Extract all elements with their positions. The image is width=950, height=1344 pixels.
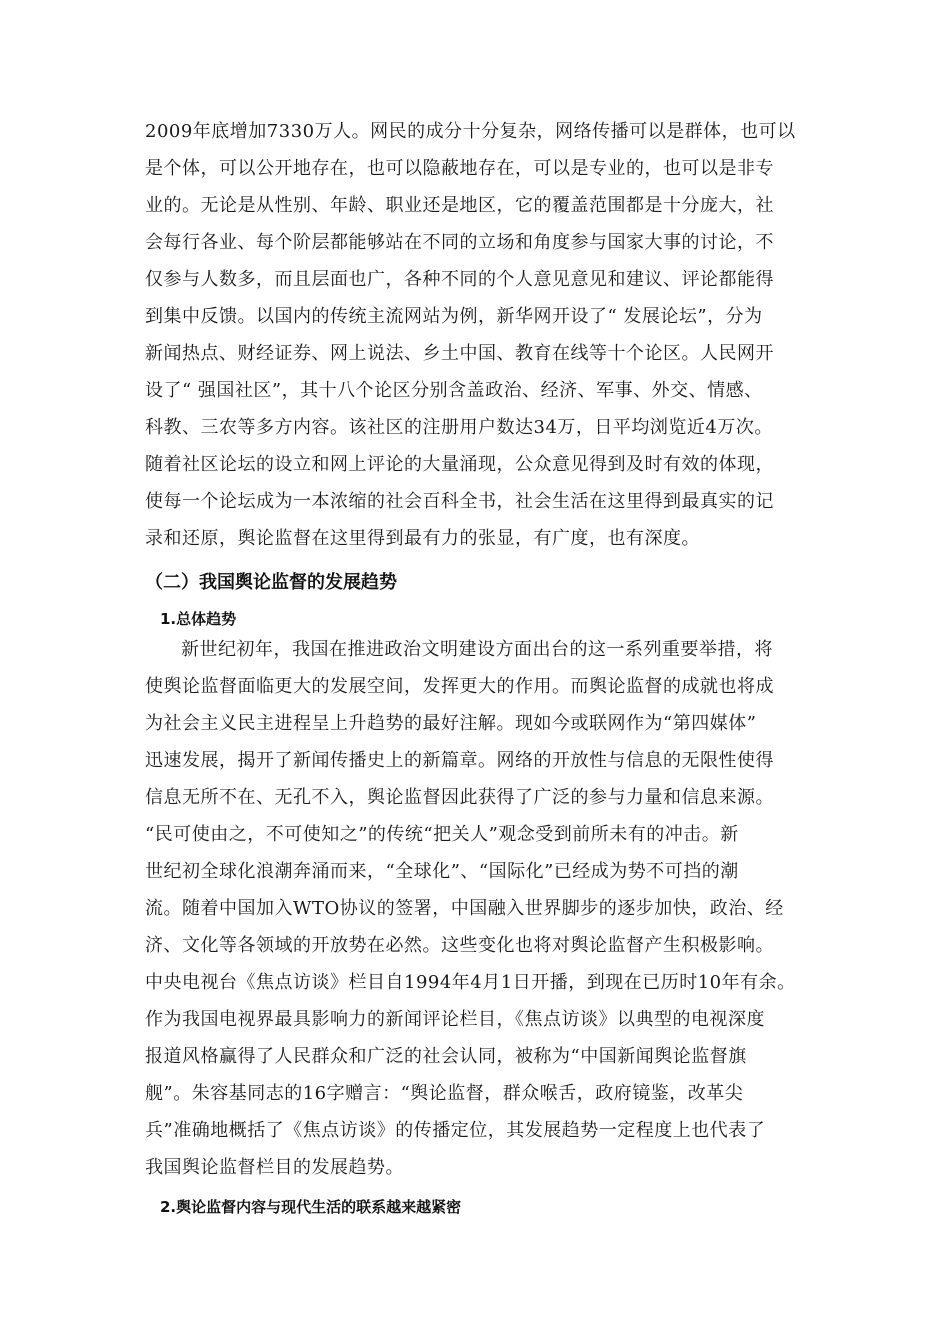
paragraph-line: 世纪初全球化浪潮奔涌而来，“全球化”、“国际化”已经成为势不可挡的潮 bbox=[145, 861, 739, 882]
paragraph-line: 舰”。朱容基同志的16字赠言：“舆论监督，群众喉舌，政府镜鉴，改革尖 bbox=[145, 1083, 744, 1104]
paragraph-line: 随着社区论坛的设立和网上评论的大量涌现，公众意见得到及时有效的体现， bbox=[145, 454, 774, 475]
paragraph-line: 仅参与人数多，而且层面也广，各种不同的个人意见意见和建议、评论都能得 bbox=[145, 269, 774, 290]
paragraph-line: 业的。无论是从性别、年龄、职业还是地区，它的覆盖范围都是十分庞大，社 bbox=[145, 195, 774, 216]
subheading-content-trend: 2.舆论监督内容与现代生活的联系越来越紧密 bbox=[160, 1198, 462, 1216]
paragraph-line: 新闻热点、财经证券、网上说法、乡土中国、教育在线等十个论区。人民网开 bbox=[145, 343, 774, 364]
paragraph-line: 录和还原，舆论监督在这里得到最有力的张显，有广度，也有深度。 bbox=[145, 528, 700, 549]
paragraph-line: 设了“ 强国社区”，其十八个论区分别含盖政治、经济、军事、外交、情感、 bbox=[145, 380, 763, 401]
paragraph-line: 会每行各业、每个阶层都能够站在不同的立场和角度参与国家大事的讨论，不 bbox=[145, 232, 774, 253]
paragraph-line: 为社会主义民主进程呈上升趋势的最好注解。现如今或联网作为“第四媒体” bbox=[145, 713, 757, 734]
paragraph-line: 兵”准确地概括了《焦点访谈》的传播定位，其发展趋势一定程度上也代表了 bbox=[145, 1120, 766, 1141]
paragraph-line: 信息无所不在、无孔不入，舆论监督因此获得了广泛的参与力量和信息来源。 bbox=[145, 787, 774, 808]
paragraph-line: 报道风格赢得了人民群众和广泛的社会认同，被称为“中国新闻舆论监督旗 bbox=[145, 1046, 747, 1067]
paragraph-line: 到集中反馈。以国内的传统主流网站为例，新华网开设了“ 发展论坛”，分为 bbox=[145, 306, 763, 327]
paragraph-line: 作为我国电视界最具影响力的新闻评论栏目，《焦点访谈》以典型的电视深度 bbox=[145, 1009, 765, 1030]
subheading-overall-trend: 1.总体趋势 bbox=[160, 610, 237, 628]
paragraph-line: 济、文化等各领域的开放势在必然。这些变化也将对舆论监督产生积极影响。 bbox=[145, 935, 774, 956]
paragraph-line: 迅速发展，揭开了新闻传播史上的新篇章。网络的开放性与信息的无限性使得 bbox=[145, 750, 774, 771]
paragraph-line: 使舆论监督面临更大的发展空间，发挥更大的作用。而舆论监督的成就也将成 bbox=[145, 676, 774, 697]
paragraph-line: 使每一个论坛成为一本浓缩的社会百科全书，社会生活在这里得到最真实的记 bbox=[145, 491, 774, 512]
paragraph-line: 2009年底增加7330万人。网民的成分十分复杂，网络传播可以是群体，也可以 bbox=[145, 121, 796, 142]
paragraph-line: 科教、三农等多方内容。该社区的注册用户数达34万，日平均浏览近4万次。 bbox=[145, 417, 773, 438]
paragraph-line: 是个体，可以公开地存在，也可以隐蔽地存在，可以是专业的，也可以是非专 bbox=[145, 158, 774, 179]
paragraph-line: 我国舆论监督栏目的发展趋势。 bbox=[145, 1157, 404, 1178]
paragraph-line: 新世纪初年，我国在推进政治文明建设方面出台的这一系列重要举措，将 bbox=[181, 639, 773, 660]
paragraph-line: “民可使由之，不可使知之”的传统“把关人”观念受到前所未有的冲击。新 bbox=[145, 824, 739, 845]
section-heading: （二）我国舆论监督的发展趋势 bbox=[145, 572, 397, 593]
paragraph-line: 中央电视台《焦点访谈》栏目自1994年4月1日开播，到现在已历时10年有余。 bbox=[145, 972, 796, 993]
paragraph-line: 流。随着中国加入WTO协议的签署，中国融入世界脚步的逐步加快，政治、经 bbox=[145, 898, 784, 919]
